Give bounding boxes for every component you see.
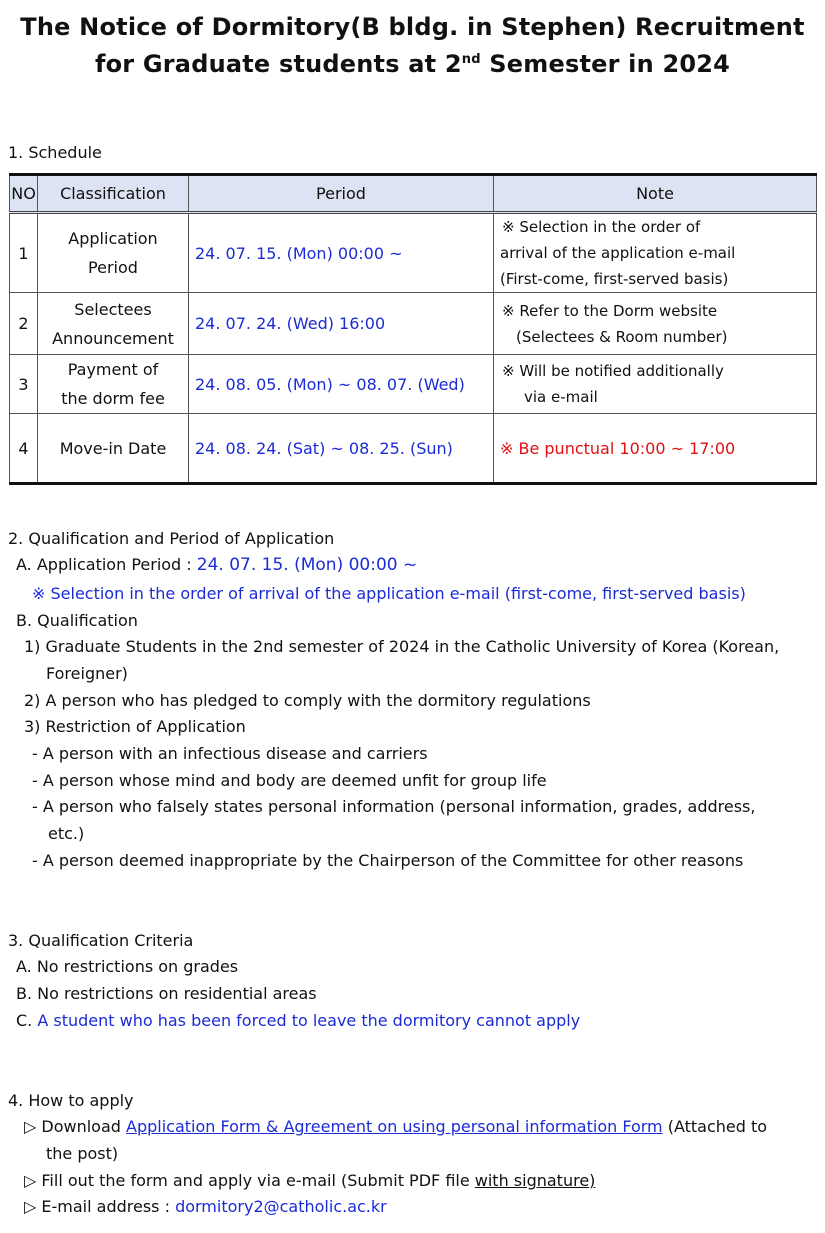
note-line: arrival of the application e-mail	[500, 244, 736, 262]
restriction-item-cont: etc.)	[48, 824, 85, 843]
qualification-item-1: 1) Graduate Students in the 2nd semester of 2024 in the Catholic University of Korea (Korean,	[24, 637, 780, 656]
cls-line: Payment of	[67, 360, 159, 379]
criteria-item-b: B. No restrictions on residential areas	[16, 984, 317, 1003]
schedule-table	[9, 173, 817, 485]
note-line: (First-come, first-served basis)	[500, 270, 729, 288]
row-period: 24. 08. 05. (Mon) ~ 08. 07. (Wed)	[189, 355, 494, 414]
download-prefix: ▷ Download	[24, 1117, 127, 1136]
header-note: Note	[494, 175, 817, 213]
cls-line: Period	[88, 258, 138, 277]
fill-out-text: ▷ Fill out the form and apply via e-mail (Submit PDF file	[24, 1171, 475, 1190]
application-period-label: A. Application Period :	[16, 555, 197, 574]
application-form-link[interactable]: Application Form & Agreement on using personal information Form	[126, 1117, 663, 1136]
restriction-item: - A person deemed inappropriate by the Chairperson of the Committee for other reasons	[32, 851, 744, 870]
download-suffix: (Attached to	[662, 1117, 768, 1136]
restriction-item: - A person with an infectious disease and carriers	[32, 744, 428, 763]
table-row	[10, 213, 817, 293]
row-no: 1	[10, 213, 38, 293]
row-no: 2	[10, 293, 38, 355]
cls-line: Announcement	[52, 328, 174, 348]
application-period-line	[16, 555, 417, 575]
criteria-item-c	[16, 1011, 580, 1030]
table-row	[10, 414, 817, 484]
application-period-value: 24. 07. 15. (Mon) 00:00 ~	[196, 555, 418, 575]
with-signature-text: with signature)	[474, 1171, 596, 1190]
header-classification: Classification	[38, 175, 189, 213]
title-superscript: nd	[461, 52, 481, 67]
cls-line: Selectees	[74, 299, 152, 319]
criteria-heading: 3. Qualification Criteria	[8, 931, 194, 950]
criteria-item-a: A. No restrictions on grades	[16, 957, 239, 976]
criteria-item-c-text: A student who has been forced to leave the dormitory cannot apply	[37, 1011, 581, 1030]
title-line2-text: for Graduate students at 2	[94, 50, 462, 78]
notice-title-line2	[0, 46, 825, 82]
row-classification	[38, 213, 189, 293]
note-line: ※ Will be notified additionally	[502, 362, 724, 380]
row-no: 3	[10, 355, 38, 414]
notice-title-line1: The Notice of Dormitory(B bldg. in Stephen) Recruitment	[20, 13, 805, 41]
row-period: 24. 07. 15. (Mon) 00:00 ~	[189, 213, 494, 293]
table-row	[10, 355, 817, 414]
row-note	[494, 213, 817, 293]
row-period: 24. 07. 24. (Wed) 16:00	[189, 293, 494, 355]
row-note: ※ Be punctual 10:00 ~ 17:00	[494, 414, 817, 484]
email-address-link[interactable]: dormitory2@catholic.ac.kr	[175, 1197, 387, 1216]
table-row	[10, 293, 817, 355]
fill-out-line	[24, 1171, 595, 1190]
row-note	[494, 355, 817, 414]
restriction-item: - A person who falsely states personal information (personal information, grades, address,	[32, 797, 756, 816]
how-to-apply-heading: 4. How to apply	[8, 1091, 134, 1110]
schedule-heading: 1. Schedule	[8, 143, 102, 162]
selection-note: ※ Selection in the order of arrival of the application e-mail (first-come, first-served basis)	[32, 584, 746, 603]
row-classification	[38, 293, 189, 355]
header-no: NO	[10, 175, 38, 213]
row-note	[494, 293, 817, 355]
note-line: via e-mail	[524, 388, 598, 406]
schedule-header-row	[10, 175, 817, 213]
row-period: 24. 08. 24. (Sat) ~ 08. 25. (Sun)	[189, 414, 494, 484]
qualification-item-1-cont: Foreigner)	[46, 664, 128, 683]
qualification-item-2: 2) A person who has pledged to comply with the dormitory regulations	[24, 691, 591, 710]
restriction-item: - A person whose mind and body are deemed unfit for group life	[32, 771, 547, 790]
row-classification: Move-in Date	[38, 414, 189, 484]
download-line	[24, 1117, 767, 1136]
qualification-period-heading: 2. Qualification and Period of Application	[8, 529, 335, 548]
note-line: ※ Selection in the order of	[502, 218, 701, 236]
email-line	[24, 1197, 387, 1216]
cls-line: Application	[68, 229, 158, 248]
qualification-label: B. Qualification	[16, 611, 138, 630]
cls-line: the dorm fee	[61, 389, 165, 408]
header-period: Period	[189, 175, 494, 213]
row-no: 4	[10, 414, 38, 484]
row-classification	[38, 355, 189, 414]
download-line-cont: the post)	[46, 1144, 119, 1163]
note-line: (Selectees & Room number)	[516, 327, 728, 346]
qualification-item-3: 3) Restriction of Application	[24, 717, 246, 736]
email-label: ▷ E-mail address :	[24, 1197, 176, 1216]
title-line2-end: Semester in 2024	[480, 50, 731, 78]
note-line: ※ Refer to the Dorm website	[502, 301, 718, 320]
criteria-item-c-label: C.	[16, 1011, 38, 1030]
